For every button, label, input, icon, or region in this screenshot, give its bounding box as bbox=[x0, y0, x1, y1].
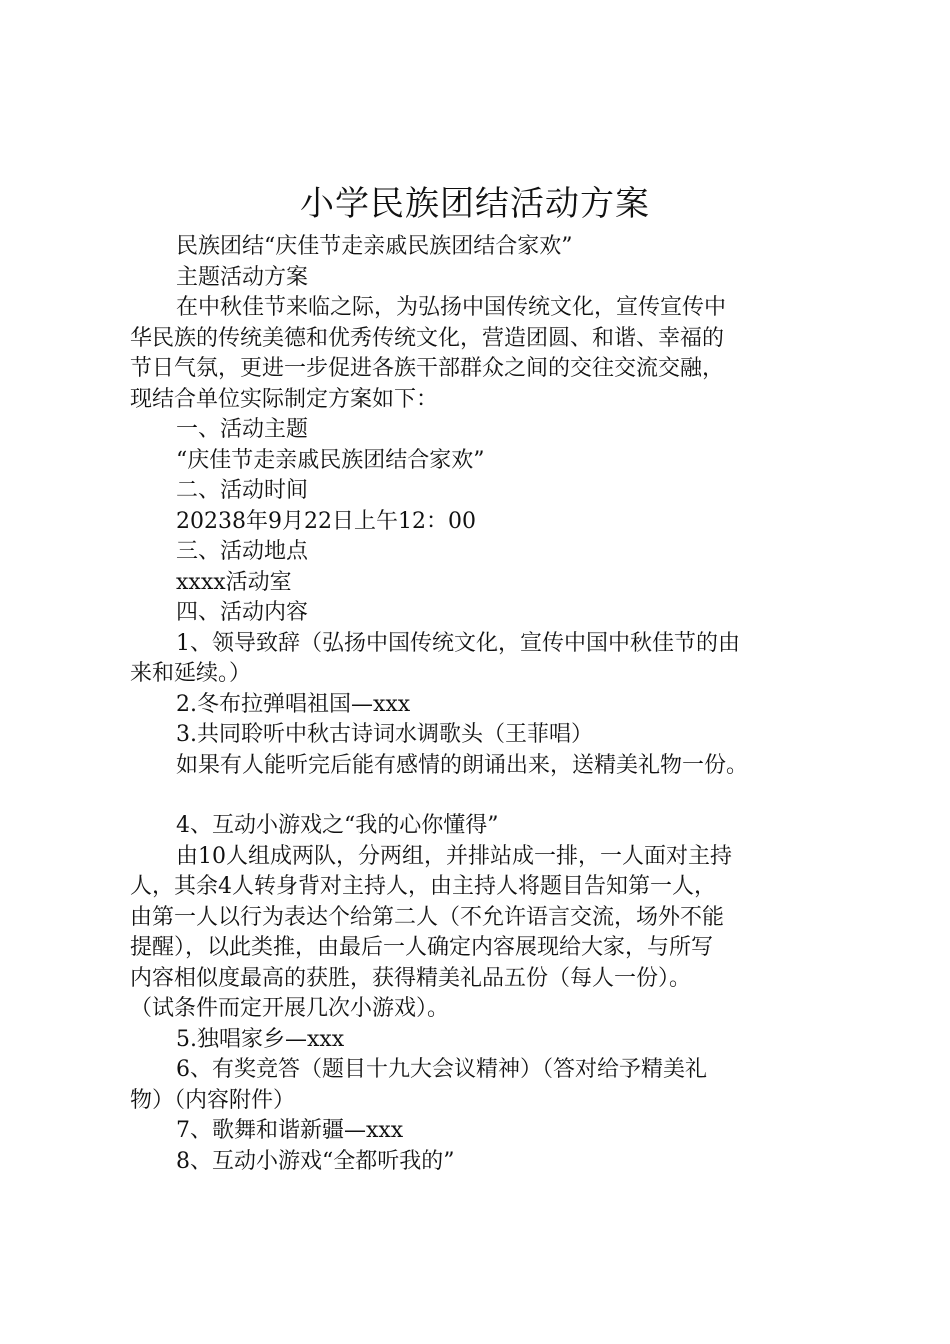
paragraph-line: 物）（内容附件） bbox=[130, 1087, 296, 1113]
paragraph-line: 现结合单位实际制定方案如下： bbox=[130, 386, 439, 412]
paragraph-line: 在中秋佳节来临之际，为弘扬中国传统文化，宣传宣传中 bbox=[176, 295, 727, 320]
paragraph-line: 主题活动方案 bbox=[176, 264, 309, 290]
paragraph-line: 2.冬布拉弹唱祖国—xxx bbox=[176, 691, 411, 717]
paragraph-line: 人，其余4人转身背对主持人，由主持人将题目告知第一人， bbox=[130, 874, 716, 899]
paragraph-line: 如果有人能听完后能有感情的朗诵出来，送精美礼物一份。 bbox=[176, 752, 749, 778]
paragraph-line: 由第一人以行为表达个给第二人（不允许语言交流，场外不能 bbox=[130, 904, 725, 930]
document-body bbox=[130, 232, 830, 1177]
paragraph-line: 4、互动小游戏之“我的心你懂得” bbox=[176, 813, 499, 838]
paragraph-line: 节日气氛，更进一步促进各族干部群众之间的交往交流交融， bbox=[130, 356, 725, 381]
paragraph-line: （试条件而定开展几次小游戏）。 bbox=[130, 996, 450, 1021]
paragraph-line: 来和延续。） bbox=[130, 661, 252, 686]
paragraph-line: 20238年9月22日上午12：00 bbox=[176, 508, 476, 534]
paragraph-line: 提醒），以此类推，由最后一人确定内容展现给大家，与所写 bbox=[130, 935, 714, 960]
paragraph-line: “庆佳节走亲戚民族团结合家欢” bbox=[176, 447, 485, 473]
section-heading: 四、活动内容 bbox=[176, 600, 309, 625]
section-heading: 一、活动主题 bbox=[176, 417, 309, 442]
document-title: 小学民族团结活动方案 bbox=[300, 184, 650, 224]
section-heading: 二、活动时间 bbox=[176, 478, 309, 503]
paragraph-line: xxxx活动室 bbox=[176, 569, 292, 595]
paragraph-line: 6、有奖竞答（题目十九大会议精神）（答对给予精美礼 bbox=[176, 1057, 707, 1082]
paragraph-line: 5.独唱家乡—xxx bbox=[176, 1026, 345, 1052]
paragraph-line: 8、互动小游戏“全都听我的” bbox=[176, 1148, 455, 1174]
paragraph-line: 民族团结“庆佳节走亲戚民族团结合家欢” bbox=[176, 234, 573, 259]
paragraph-line: 华民族的传统美德和优秀传统文化，营造团圆、和谐、幸福的 bbox=[130, 325, 725, 351]
paragraph-line: 7、歌舞和谐新疆—xxx bbox=[176, 1118, 404, 1143]
paragraph-line: 3.共同聆听中秋古诗词水调歌头（王菲唱） bbox=[176, 722, 593, 747]
paragraph-line: 内容相似度最高的获胜，获得精美礼品五份（每人一份）。 bbox=[130, 965, 692, 991]
paragraph-line: 1、领导致辞（弘扬中国传统文化，宣传中国中秋佳节的由 bbox=[176, 630, 740, 656]
paragraph-line: 由10人组成两队，分两组，并排站成一排，一人面对主持 bbox=[176, 843, 732, 869]
blank-line bbox=[130, 781, 830, 811]
section-heading: 三、活动地点 bbox=[176, 539, 309, 564]
